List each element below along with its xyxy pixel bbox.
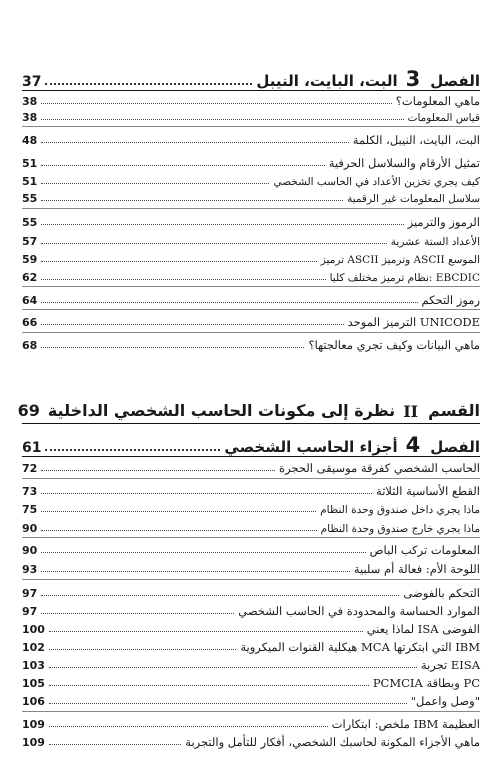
entry-page-number: 109: [22, 718, 45, 731]
section-separator: [22, 537, 480, 538]
entry-page-number: 68: [22, 339, 38, 352]
entry-title: ترميز ASCII وترميز ASCII الموسع: [320, 254, 480, 266]
entry-title: لماذا يعني ISA الفوضى: [366, 622, 480, 636]
entry-page-number: 57: [22, 235, 38, 248]
entry-title: الأعداد الستة عشرية: [390, 236, 480, 248]
entry-page-number: 109: [22, 736, 45, 749]
entry-title: المعلومات تركب الباص: [369, 543, 480, 557]
entry-title: تمثيل الأرقام والسلاسل الحرفية: [328, 156, 480, 170]
section-separator: [22, 579, 480, 580]
entry-title: سلاسل المعلومات غير الرقمية: [347, 193, 480, 205]
dot-leader: [41, 347, 304, 348]
toc-subentry: [22, 268, 480, 284]
part-2-heading: [17, 392, 480, 421]
chapter-page-number: 61: [22, 440, 42, 456]
toc-entry: [22, 584, 480, 600]
entry-title: البت، البايت، النيبل، الكلمة: [352, 133, 480, 147]
entry-page-number: 55: [22, 192, 38, 205]
entry-page-number: 90: [22, 544, 38, 557]
entry-page-number: 55: [22, 216, 38, 229]
entry-title: هيكلية القنوات الميكروية MCA التي ابتكرتها IBM: [240, 640, 480, 654]
entry-page-number: 48: [22, 134, 38, 147]
chapter-4-heading: [22, 430, 480, 457]
toc-entry: [22, 336, 480, 352]
entry-page-number: 90: [22, 522, 38, 535]
entry-title: رموز التحكم: [421, 293, 480, 307]
dot-leader: [49, 685, 369, 686]
toc-entry: [22, 291, 480, 307]
dot-leader: [41, 552, 365, 553]
entry-title: الرموز والترميز: [407, 215, 480, 229]
chapter-number: 3: [405, 67, 421, 91]
entry-page-number: 106: [22, 695, 45, 708]
toc-entry: [22, 638, 480, 654]
toc-entry: [22, 541, 480, 557]
entry-title: التحكم بالفوضى: [403, 586, 480, 600]
dot-leader: [49, 667, 417, 668]
entry-title: نظام ترميز مختلف كليا: EBCDIC: [329, 272, 480, 284]
toc-entry: [22, 154, 480, 170]
chapter-label: الفصل: [430, 438, 480, 456]
part-rule: [22, 423, 480, 424]
toc-subentry: [22, 172, 480, 188]
entry-page-number: 97: [22, 605, 38, 618]
dot-leader: [41, 243, 386, 244]
chapter-3-heading: [22, 64, 480, 91]
toc-subentry: [22, 232, 480, 248]
entry-page-number: 62: [22, 271, 38, 284]
toc-entry: [22, 482, 480, 498]
dot-leader: [41, 613, 234, 614]
entry-title: ماهي الأجزاء المكونة لحاسبك الشخصي، أفكار للتأمل والتجربة: [185, 735, 480, 749]
dot-leader: [41, 324, 343, 325]
toc-entry: [22, 692, 480, 708]
dot-leader: [41, 302, 417, 303]
entry-title: تجربة EISA: [420, 658, 480, 672]
toc-subentry: [22, 189, 480, 205]
chapter-page-number: 37: [22, 74, 42, 90]
chapter-title: أجزاء الحاسب الشخصي: [224, 438, 398, 456]
section-separator: [22, 711, 480, 712]
section-separator: [22, 208, 480, 209]
entry-title: كيف يجري تخزين الأعداد في الحاسب الشخصي: [273, 176, 480, 188]
toc-subentry: [22, 519, 480, 535]
dot-leader: [49, 744, 181, 745]
dot-leader: [41, 103, 391, 104]
chapter-title: البت، البايت، النيبل: [256, 72, 398, 90]
dot-leader: [41, 571, 350, 572]
entry-page-number: 100: [22, 623, 45, 636]
entry-title: "وصل واعمل": [410, 694, 480, 708]
dot-leader: [41, 470, 275, 471]
dot-leader: [41, 511, 316, 512]
entry-page-number: 38: [22, 111, 38, 124]
entry-title: ماذا يجري داخل صندوق وحدة النظام: [320, 504, 480, 516]
dot-leader: [41, 530, 316, 531]
dot-leader: [45, 449, 220, 451]
toc-entry: [22, 459, 480, 475]
entry-title: الحاسب الشخصي كفرقة موسيقى الحجرة: [279, 461, 480, 475]
toc-entry: [22, 620, 480, 636]
entry-title: قياس المعلومات: [407, 112, 480, 124]
entry-page-number: 64: [22, 294, 38, 307]
dot-leader: [49, 726, 328, 727]
dot-leader: [41, 224, 403, 225]
dot-leader: [41, 279, 325, 280]
section-separator: [22, 332, 480, 333]
entry-page-number: 51: [22, 175, 38, 188]
dot-leader: [49, 703, 407, 704]
entry-page-number: 105: [22, 677, 45, 690]
toc-entry: [22, 602, 480, 618]
entry-title: ماهي المعلومات؟: [395, 94, 480, 108]
part-label: القسم: [428, 401, 480, 420]
toc-entry: [22, 313, 480, 329]
chapter-label: الفصل: [430, 72, 480, 90]
entry-title: ماذا يجري خارج صندوق وحدة النظام: [320, 523, 480, 535]
chapter-number: 4: [405, 433, 421, 457]
entry-title: الموارد الحساسة والمحدودة في الحاسب الشخصي: [238, 604, 480, 618]
entry-page-number: 59: [22, 253, 38, 266]
toc-entry: [22, 656, 480, 672]
toc-entry: [22, 92, 480, 108]
dot-leader: [41, 200, 343, 201]
dot-leader: [41, 261, 316, 262]
toc-entry: [22, 674, 480, 690]
part-title: نظرة إلى مكونات الحاسب الشخصي الداخلية: [47, 401, 396, 420]
entry-page-number: 97: [22, 587, 38, 600]
section-separator: [22, 478, 480, 479]
entry-title: القطع الأساسية الثلاثة: [376, 484, 480, 498]
entry-page-number: 66: [22, 316, 38, 329]
entry-page-number: 75: [22, 503, 38, 516]
toc-entry: [22, 715, 480, 731]
dot-leader: [41, 119, 403, 120]
entry-page-number: 103: [22, 659, 45, 672]
part-number: II: [403, 402, 419, 421]
entry-title: ملخص: ابتكارات IBM العظيمة: [331, 717, 480, 731]
toc-entry: [22, 733, 480, 749]
entry-page-number: 38: [22, 95, 38, 108]
entry-page-number: 93: [22, 563, 38, 576]
dot-leader: [49, 649, 236, 650]
entry-page-number: 102: [22, 641, 45, 654]
section-separator: [22, 286, 480, 287]
entry-page-number: 72: [22, 462, 38, 475]
section-separator: [22, 126, 480, 127]
toc-entry: [22, 560, 480, 576]
toc-entry: [22, 213, 480, 229]
dot-leader: [49, 631, 363, 632]
dot-leader: [45, 83, 252, 85]
dot-leader: [41, 493, 372, 494]
toc-entry: [22, 131, 480, 147]
part-page-number: 69: [17, 401, 40, 420]
entry-page-number: 73: [22, 485, 38, 498]
entry-title: الترميز الموحد UNICODE: [347, 315, 480, 329]
entry-title: PCMCIA وبطاقة PC: [372, 676, 480, 690]
dot-leader: [41, 183, 269, 184]
dot-leader: [41, 595, 399, 596]
entry-title: ماهي البيانات وكيف تجري معالجتها؟: [308, 338, 480, 352]
entry-page-number: 51: [22, 157, 38, 170]
dot-leader: [41, 165, 324, 166]
toc-subentry: [22, 108, 480, 124]
toc-subentry: [22, 500, 480, 516]
entry-title: اللوحة الأم: فعالة أم سلبية: [353, 562, 480, 576]
section-separator: [22, 309, 480, 310]
dot-leader: [41, 142, 348, 143]
toc-subentry: [22, 250, 480, 266]
